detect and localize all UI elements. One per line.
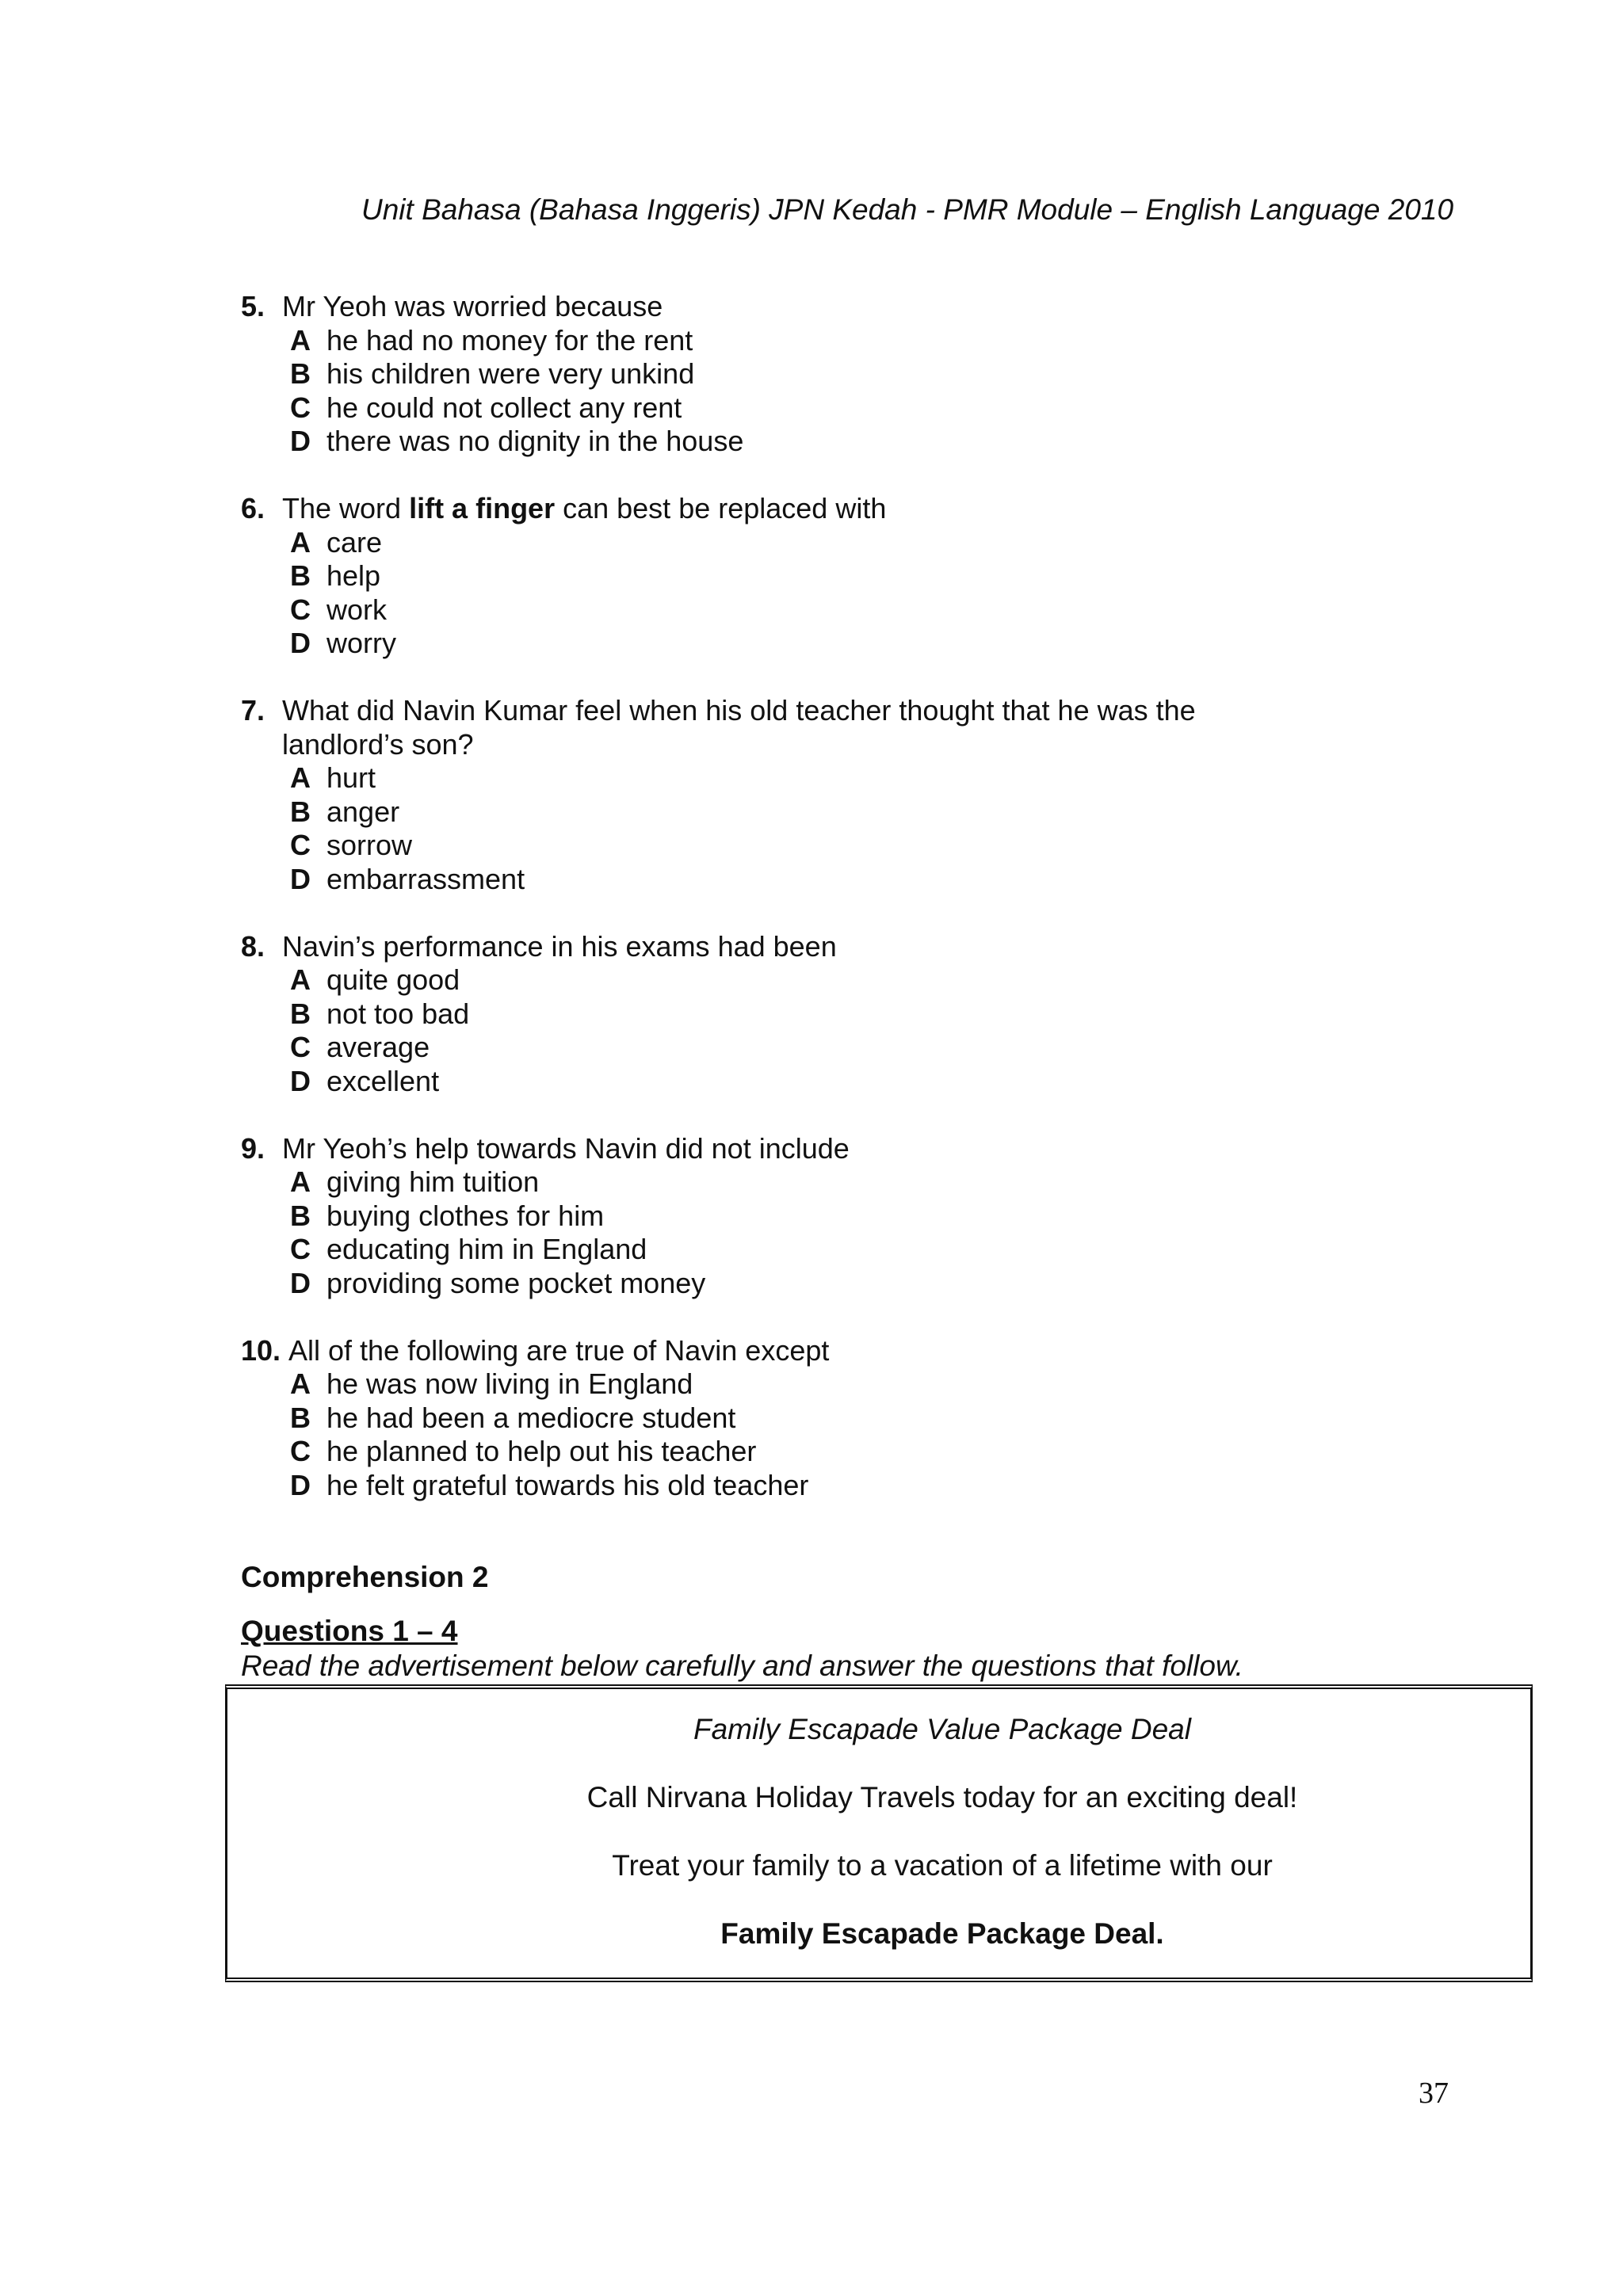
option-a — [241, 1165, 1509, 1199]
option-letter: C — [290, 1233, 311, 1265]
option-a — [241, 761, 1509, 795]
advertisement-treat-line: Treat your family to a vacation of a lifetime with our — [612, 1849, 1273, 1882]
option-letter: A — [290, 525, 311, 559]
option-b — [241, 357, 1509, 391]
option-list — [241, 526, 1509, 661]
option-a — [241, 1367, 1509, 1402]
option-text: hurt — [327, 761, 376, 794]
question-number: 6. — [241, 492, 265, 524]
option-letter: B — [290, 997, 311, 1030]
stem-text: Mr Yeoh was worried because — [282, 290, 663, 322]
option-text: buying clothes for him — [327, 1199, 605, 1232]
option-letter: C — [290, 1435, 311, 1467]
option-text: worry — [327, 627, 396, 659]
option-letter: C — [290, 391, 311, 424]
option-text: quite good — [327, 963, 460, 996]
option-letter: A — [290, 1367, 311, 1400]
option-text: he planned to help out his teacher — [327, 1435, 757, 1467]
option-b — [241, 559, 1509, 593]
option-text: excellent — [327, 1064, 440, 1097]
option-text: care — [327, 525, 383, 559]
stem-text: Mr Yeoh’s help towards Navin did not include — [282, 1131, 850, 1165]
running-header: Unit Bahasa (Bahasa Inggeris) JPN Kedah - PMR Module – English Language 2010 — [361, 193, 1454, 226]
question-stem — [241, 492, 1509, 526]
option-text: he was now living in England — [327, 1367, 693, 1400]
stem-bold-phrase: lift a finger — [409, 492, 556, 524]
option-c — [241, 1031, 1509, 1065]
stem-text-after: can best be replaced with — [555, 492, 887, 524]
option-a — [241, 963, 1509, 997]
question-stem — [241, 930, 1509, 964]
question-7 — [241, 694, 1509, 896]
question-5 — [241, 290, 1509, 459]
advertisement-box — [225, 1684, 1533, 1982]
option-d — [241, 1469, 1509, 1503]
option-text: not too bad — [327, 997, 470, 1030]
option-text: work — [327, 593, 388, 626]
option-text: he could not collect any rent — [327, 391, 682, 424]
stem-text: The word — [282, 492, 410, 524]
question-number: 9. — [241, 1131, 265, 1165]
option-letter: A — [290, 963, 311, 996]
question-stem — [241, 1132, 1509, 1166]
option-c — [241, 829, 1509, 863]
option-d — [241, 627, 1509, 661]
option-list — [241, 963, 1509, 1098]
option-letter: D — [290, 862, 311, 895]
page-number: 37 — [1419, 2077, 1449, 2110]
option-letter: D — [290, 627, 311, 659]
option-a — [241, 526, 1509, 560]
option-letter: B — [290, 795, 311, 828]
instruction-text: Read the advertisement below carefully and answer the questions that follow. — [241, 1650, 1243, 1682]
option-text: he had been a mediocre student — [327, 1401, 736, 1434]
question-list — [241, 290, 1509, 1536]
option-text: anger — [327, 795, 400, 828]
option-c — [241, 1233, 1509, 1267]
question-stem — [241, 694, 1312, 761]
option-a — [241, 324, 1509, 358]
option-c — [241, 593, 1509, 627]
question-number: 5. — [241, 290, 265, 322]
option-letter: B — [290, 1199, 311, 1232]
stem-text: What did Navin Kumar feel when his old teacher thought that he was the landlord’s son? — [282, 694, 1196, 761]
question-9 — [241, 1132, 1509, 1301]
option-letter: D — [290, 425, 311, 457]
option-letter: D — [290, 1064, 311, 1097]
option-text: providing some pocket money — [327, 1266, 706, 1299]
stem-text: Navin’s performance in his exams had been — [282, 929, 837, 963]
questions-range-heading: Questions 1 – 4 — [241, 1615, 458, 1647]
question-6 — [241, 492, 1509, 661]
option-list — [241, 324, 1509, 459]
question-number: 8. — [241, 929, 265, 963]
option-text: help — [327, 559, 381, 592]
option-letter: D — [290, 1266, 311, 1299]
advertisement-call-line: Call Nirvana Holiday Travels today for an exciting deal! — [586, 1781, 1298, 1814]
option-letter: B — [290, 1401, 311, 1434]
option-letter: C — [290, 593, 311, 626]
option-d — [241, 425, 1509, 459]
question-number: 7. — [241, 694, 265, 727]
advertisement-deal-name: Family Escapade Package Deal. — [720, 1917, 1164, 1950]
option-d — [241, 1267, 1509, 1301]
option-text: sorrow — [327, 829, 413, 861]
question-8 — [241, 930, 1509, 1099]
option-text: embarrassment — [327, 862, 525, 895]
option-text: educating him in England — [327, 1233, 647, 1265]
option-letter: A — [290, 761, 311, 794]
option-d — [241, 1065, 1509, 1099]
option-list — [241, 1165, 1509, 1300]
advertisement-title: Family Escapade Value Package Deal — [693, 1713, 1191, 1745]
option-c — [241, 1435, 1509, 1469]
option-d — [241, 863, 1509, 897]
option-b — [241, 1199, 1509, 1234]
option-b — [241, 1402, 1509, 1436]
question-number: 10. — [241, 1333, 281, 1367]
option-b — [241, 795, 1509, 830]
option-letter: D — [290, 1468, 311, 1501]
option-text: he felt grateful towards his old teacher — [327, 1468, 809, 1501]
option-letter: B — [290, 559, 311, 592]
option-letter: B — [290, 357, 311, 390]
option-text: giving him tuition — [327, 1165, 540, 1198]
option-letter: C — [290, 1031, 311, 1063]
stem-text: All of the following are true of Navin except — [288, 1333, 830, 1367]
option-b — [241, 997, 1509, 1032]
option-list — [241, 761, 1509, 896]
option-letter: A — [290, 1165, 311, 1198]
question-stem — [241, 290, 1509, 324]
option-letter: A — [290, 323, 311, 357]
option-text: there was no dignity in the house — [327, 425, 744, 457]
question-stem — [241, 1334, 1509, 1368]
question-10 — [241, 1334, 1509, 1503]
option-c — [241, 391, 1509, 425]
option-letter: C — [290, 829, 311, 861]
option-text: average — [327, 1031, 430, 1063]
section-title: Comprehension 2 — [241, 1561, 489, 1593]
option-text: his children were very unkind — [327, 357, 695, 390]
option-list — [241, 1367, 1509, 1502]
option-text: he had no money for the rent — [327, 323, 693, 357]
